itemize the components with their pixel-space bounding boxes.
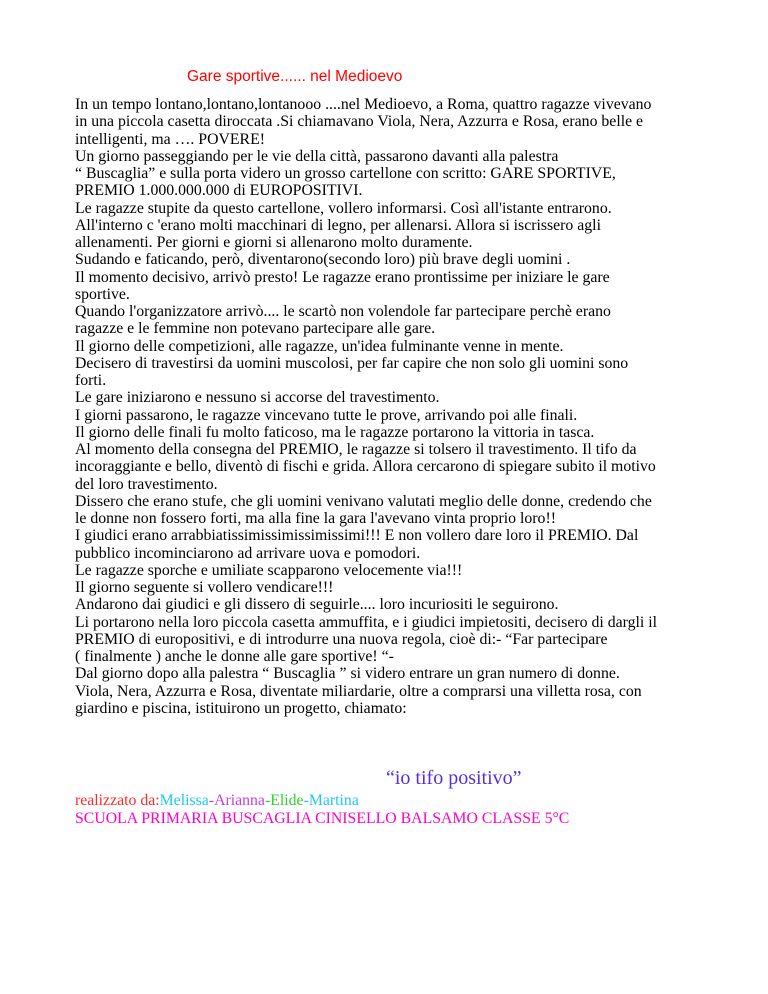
story-body xyxy=(75,96,705,717)
story-line: Il giorno delle finali fu molto faticoso, ma le ragazze portarono la vittoria in tasca. xyxy=(75,423,595,441)
story-line: Li portarono nella loro piccola casetta ammuffita, e i giudici impietositi, decisero di dargli il xyxy=(75,613,657,631)
story-line: incoraggiante e bello, diventò di fischi e grida. Allora cercarono di spiegare subito il motivo xyxy=(75,458,656,476)
story-line: Viola, Nera, Azzurra e Rosa, diventate miliardarie, oltre a comprarsi una villetta rosa, con xyxy=(75,682,642,700)
authors-line xyxy=(75,792,569,810)
document-title: Gare sportive...... nel Medioevo xyxy=(187,68,403,85)
story-line: All'interno c 'erano molti macchinari di legno, per allenarsi. Allora si iscrissero agli xyxy=(75,216,601,234)
credits-prefix: realizzato da: xyxy=(75,792,160,809)
story-line: del loro travestimento. xyxy=(75,475,218,493)
story-line: Quando l'organizzatore arrivò.... le scartò non volendole far partecipare perchè erano xyxy=(75,303,611,320)
story-line: Dissero che erano stufe, che gli uomini venivano valutati meglio delle donne, credendo che xyxy=(75,492,652,510)
author-arianna: Arianna xyxy=(214,792,265,809)
story-line: ( finalmente ) anche le donne alle gare sportive! “- xyxy=(75,648,394,665)
story-line: Le ragazze stupite da questo cartellone, vollero informarsi. Così all'istante entrarono. xyxy=(75,199,612,217)
story-line: In un tempo lontano,lontano,lontanooo ....nel Medioevo, a Roma, quattro ragazze vivevano xyxy=(75,96,652,113)
story-line: PREMIO di europositivi, e di introdurre una nuova regola, cioè di:- “Far partecipare xyxy=(75,630,608,648)
story-line: sportive. xyxy=(75,285,130,303)
story-line: allenamenti. Per giorni e giorni si allenarono molto duramente. xyxy=(75,234,473,251)
story-line: forti. xyxy=(75,372,107,389)
story-line: le donne non fossero forti, ma alla fine la gara l'avevano vinta proprio loro!! xyxy=(75,510,556,527)
story-line: Le gare iniziarono e nessuno si accorse del travestimento. xyxy=(75,389,440,407)
story-line: I giorni passarono, le ragazze vincevano tutte le prove, arrivando poi alle finali. xyxy=(75,406,578,424)
story-line: Il giorno seguente si vollero vendicare!!! xyxy=(75,579,334,596)
story-line: giardino e piscina, istituirono un progetto, chiamato: xyxy=(75,699,407,717)
story-line: pubblico incominciarono ad arrivare uova e pomodori. xyxy=(75,544,421,562)
story-line: Il giorno delle competizioni, alle ragazze, un'idea fulminante venne in mente. xyxy=(75,337,564,355)
author-separator: - xyxy=(208,792,215,809)
author-martina: Martina xyxy=(308,792,359,809)
story-line: Al momento della consegna del PREMIO, le ragazze si tolsero il travestimento. Il tifo da xyxy=(75,441,637,458)
story-line: Sudando e faticando, però, diventarono(secondo loro) più brave degli uomini . xyxy=(75,251,571,269)
author-separator: - xyxy=(303,792,309,809)
author-elide: Elide xyxy=(270,792,304,809)
story-line: Un giorno passeggiando per le vie della città, passarono davanti alla palestra xyxy=(75,147,559,165)
project-slogan: “io tifo positivo” xyxy=(386,767,522,789)
story-line: intelligenti, ma …. POVERE! xyxy=(75,130,265,148)
school-line: SCUOLA PRIMARIA BUSCAGLIA CINISELLO BALSAMO CLASSE 5°C xyxy=(75,810,570,827)
story-line: Dal giorno dopo alla palestra “ Buscaglia ” si videro entrare un gran numero di donne. xyxy=(75,665,620,683)
story-line: Andarono dai giudici e gli dissero di seguirle.... loro incuriositi le seguirono. xyxy=(75,596,559,614)
author-separator: - xyxy=(264,792,271,809)
credits-block xyxy=(75,792,569,828)
author-melissa: Melissa xyxy=(159,792,209,809)
story-line: Decisero di travestirsi da uomini muscolosi, per far capire che non solo gli uomini sono xyxy=(75,354,629,372)
story-line: Il momento decisivo, arrivò presto! Le ragazze erano prontissime per iniziare le gare xyxy=(75,268,610,286)
story-line: Le ragazze sporche e umiliate scapparono velocemente via!!! xyxy=(75,561,463,579)
story-line: PREMIO 1.000.000.000 di EUROPOSITIVI. xyxy=(75,182,363,200)
story-line: I giudici erano arrabbiatissimissimissimissimi!!! E non vollero dare loro il PREMIO. Dal xyxy=(75,527,639,545)
story-line: ragazze e le femmine non potevano partecipare alle gare. xyxy=(75,320,436,338)
story-line: in una piccola casetta diroccata .Si chiamavano Viola, Nera, Azzurra e Rosa, erano belle e xyxy=(75,113,644,131)
story-line: “ Buscaglia” e sulla porta videro un grosso cartellone con scritto: GARE SPORTIVE, xyxy=(75,165,616,182)
